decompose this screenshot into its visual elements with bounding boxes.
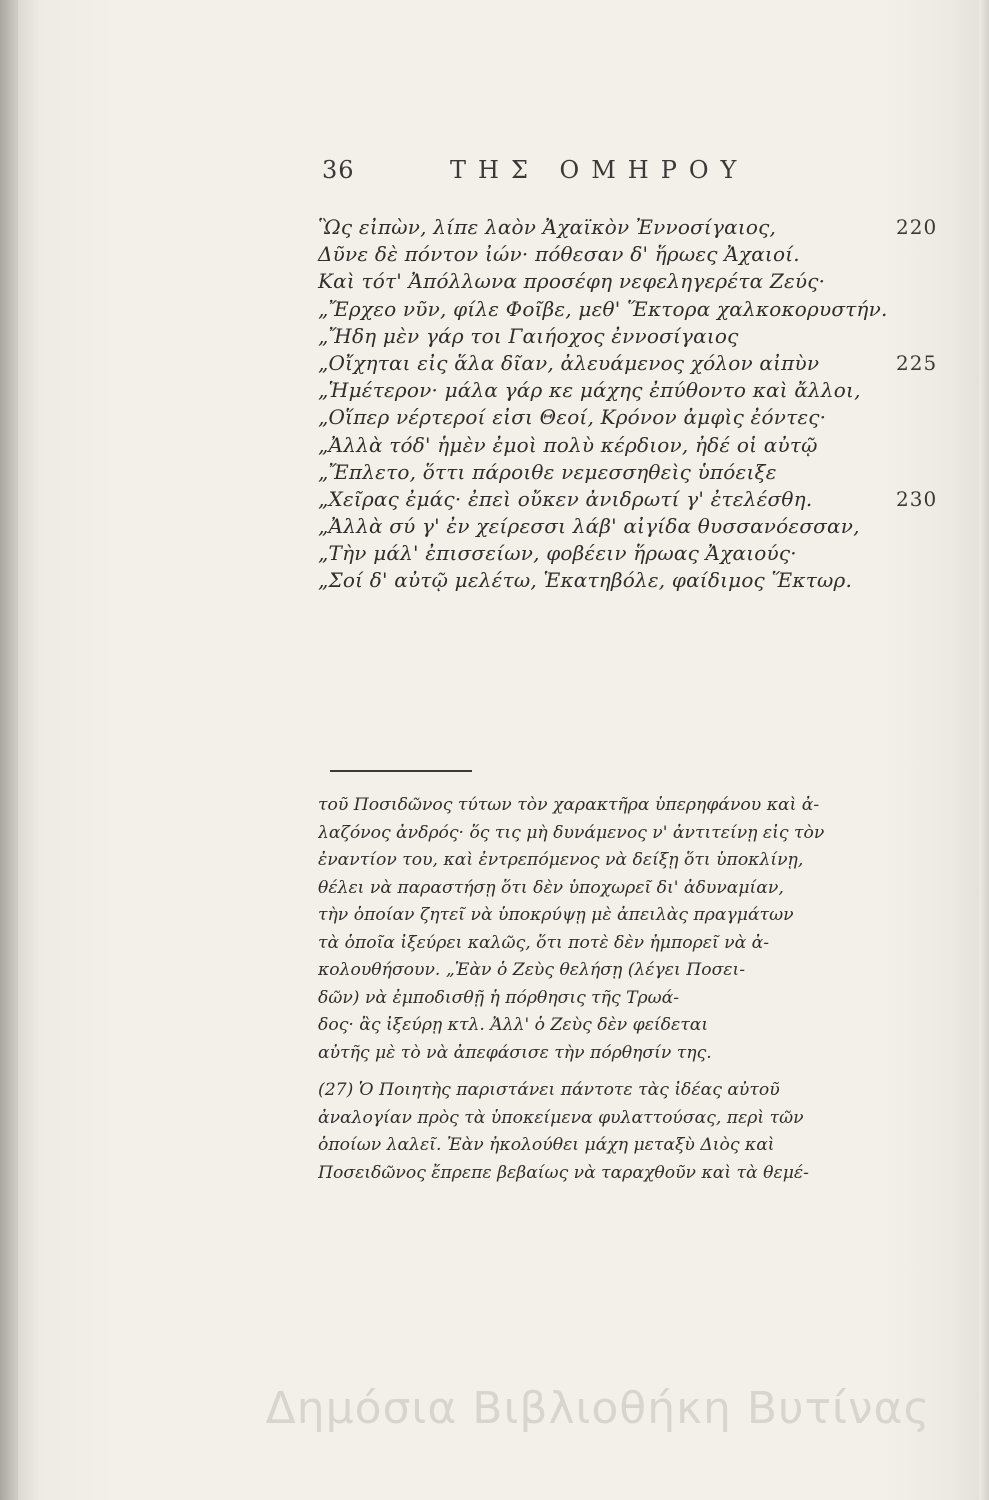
footnote-separator	[330, 770, 472, 772]
verse-line	[318, 296, 948, 323]
verse-text: „Οἵπερ νέρτεροί εἰσι Θεοί, Κρόνον ἀμφὶς ἐόντες·	[318, 405, 827, 430]
verse-text: „Ἔπλετο, ὅττι πάροιθε νεμεσσηθεὶς ὑπόειξε	[318, 459, 777, 484]
verse-line	[318, 459, 948, 486]
verse-text: Δῦνε δὲ πόντον ἰών· πόθεσαν δ' ἥρωες Ἀχαιοί.	[318, 242, 800, 267]
note-line: ἐναντίον του, καὶ ἐντρεπόμενος νὰ δείξῃ ὅτι ὑποκλίνῃ,	[318, 850, 804, 870]
note-line: ἀναλογίαν πρὸς τὰ ὑποκείμενα φυλαττούσας, περὶ τῶν	[318, 1107, 804, 1128]
note-line: τοῦ Ποσιδῶνος τύτων τὸν χαρακτῆρα ὑπερηφάνου καὶ ἀ-	[318, 795, 820, 815]
note-line: λαζόνος ἀνδρός· ὅς τις μὴ δυνάμενος ν' ἀντιτείνῃ εἰς τὸν	[318, 822, 825, 843]
note-line: τὴν ὁποίαν ζητεῖ νὰ ὑποκρύψῃ μὲ ἀπειλὰς πραγμάτων	[318, 905, 794, 925]
verse-block	[318, 214, 948, 595]
note-line: αὐτῆς μὲ τὸ νὰ ἀπεφάσισε τὴν πόρθησίν της.	[318, 1042, 712, 1063]
verse-line	[318, 241, 948, 268]
verse-text: „Τὴν μάλ' ἐπισσείων, φοβέειν ἥρωας Ἀχαιούς·	[318, 541, 797, 566]
verse-text: „Ἀλλὰ τόδ' ἡμὲν ἐμοὶ πολὺ κέρδιον, ἠδέ οἱ αὐτῷ	[318, 432, 818, 457]
note-line: δῶν) νὰ ἐμποδισθῇ ἡ πόρθησις τῆς Τρωά-	[318, 987, 680, 1008]
verse-line	[318, 214, 948, 241]
verse-text: „Ἀλλὰ σύ γ' ἐν χείρεσσι λάβ' αἰγίδα θυσσανόεσσαν,	[318, 514, 860, 539]
page-header	[322, 156, 882, 196]
note-line: δος· ἂς ἰξεύρῃ κτλ. Ἀλλ' ὁ Ζεὺς δὲν φείδεται	[318, 1015, 709, 1035]
footnotes	[318, 792, 922, 1187]
note-line: κολουθήσουν. „Ἐὰν ὁ Ζεὺς θελήσῃ (λέγει Ποσει-	[318, 960, 746, 980]
verse-line	[318, 350, 948, 377]
library-watermark: Δημόσια Βιβλιοθήκη Βυτίνας	[265, 1383, 931, 1434]
verse-text: Ὣς εἰπὼν, λίπε λαὸν Ἀχαϊκὸν Ἐννοσίγαιος,	[318, 215, 777, 239]
verse-text: „Χεῖρας ἐμάς· ἐπεὶ οὔκεν ἀνιδρωτί γ' ἐτελέσθη.	[318, 486, 813, 511]
verse-line	[318, 567, 948, 594]
note-line: τὰ ὁποῖα ἰξεύρει καλῶς, ὅτι ποτὲ δὲν ἠμπορεῖ νὰ ἀ-	[318, 932, 770, 953]
verse-number: 225	[896, 350, 938, 375]
note-line: (27) Ὁ Ποιητὴς παριστάνει πάντοτε τὰς ἰδέας αὐτοῦ	[318, 1080, 780, 1100]
verse-line	[318, 404, 948, 431]
verse-text: Καὶ τότ' Ἀπόλλωνα προσέφη νεφεληγερέτα Ζεύς·	[318, 269, 826, 294]
verse-text: „Οἴχηται εἰς ἅλα δῖαν, ἀλευάμενος χόλον αἰπὺν	[318, 350, 820, 375]
verse-line	[318, 323, 948, 350]
verse-line	[318, 540, 948, 567]
page-number: 36	[322, 156, 355, 184]
verse-line	[318, 432, 948, 459]
verse-line	[318, 268, 948, 295]
running-head: ΤΗΣ ΟΜΗΡΟΥ	[450, 156, 749, 184]
verse-text: „Ἔρχεο νῦν, φίλε Φοῖβε, μεθ' Ἕκτορα χαλκοκορυστήν.	[318, 296, 888, 321]
verse-text: „Ἡμέτερον· μάλα γάρ κε μάχης ἐπύθοντο καὶ ἄλλοι,	[318, 378, 861, 403]
verse-number: 230	[896, 486, 938, 511]
verse-line	[318, 513, 948, 540]
note-line: θέλει νὰ παραστήσῃ ὅτι δὲν ὑποχωρεῖ δι' ἀδυναμίαν,	[318, 877, 784, 898]
verse-number: 220	[896, 215, 938, 239]
verse-text: „Σοί δ' αὐτῷ μελέτω, Ἑκατηβόλε, φαίδιμος Ἕκτωρ.	[318, 568, 853, 593]
verse-line	[318, 486, 948, 513]
note-line: Ποσειδῶνος ἔπρεπε βεβαίως νὰ ταραχθοῦν καὶ τὰ θεμέ-	[318, 1162, 809, 1183]
verse-text: „Ἤδη μὲν γάρ τοι Γαιήοχος ἐννοσίγαιος	[318, 323, 739, 348]
verse-line	[318, 377, 948, 404]
note-line: ὁποίων λαλεῖ. Ἐὰν ἠκολούθει μάχη μεταξὺ Διὸς καὶ	[318, 1135, 775, 1155]
